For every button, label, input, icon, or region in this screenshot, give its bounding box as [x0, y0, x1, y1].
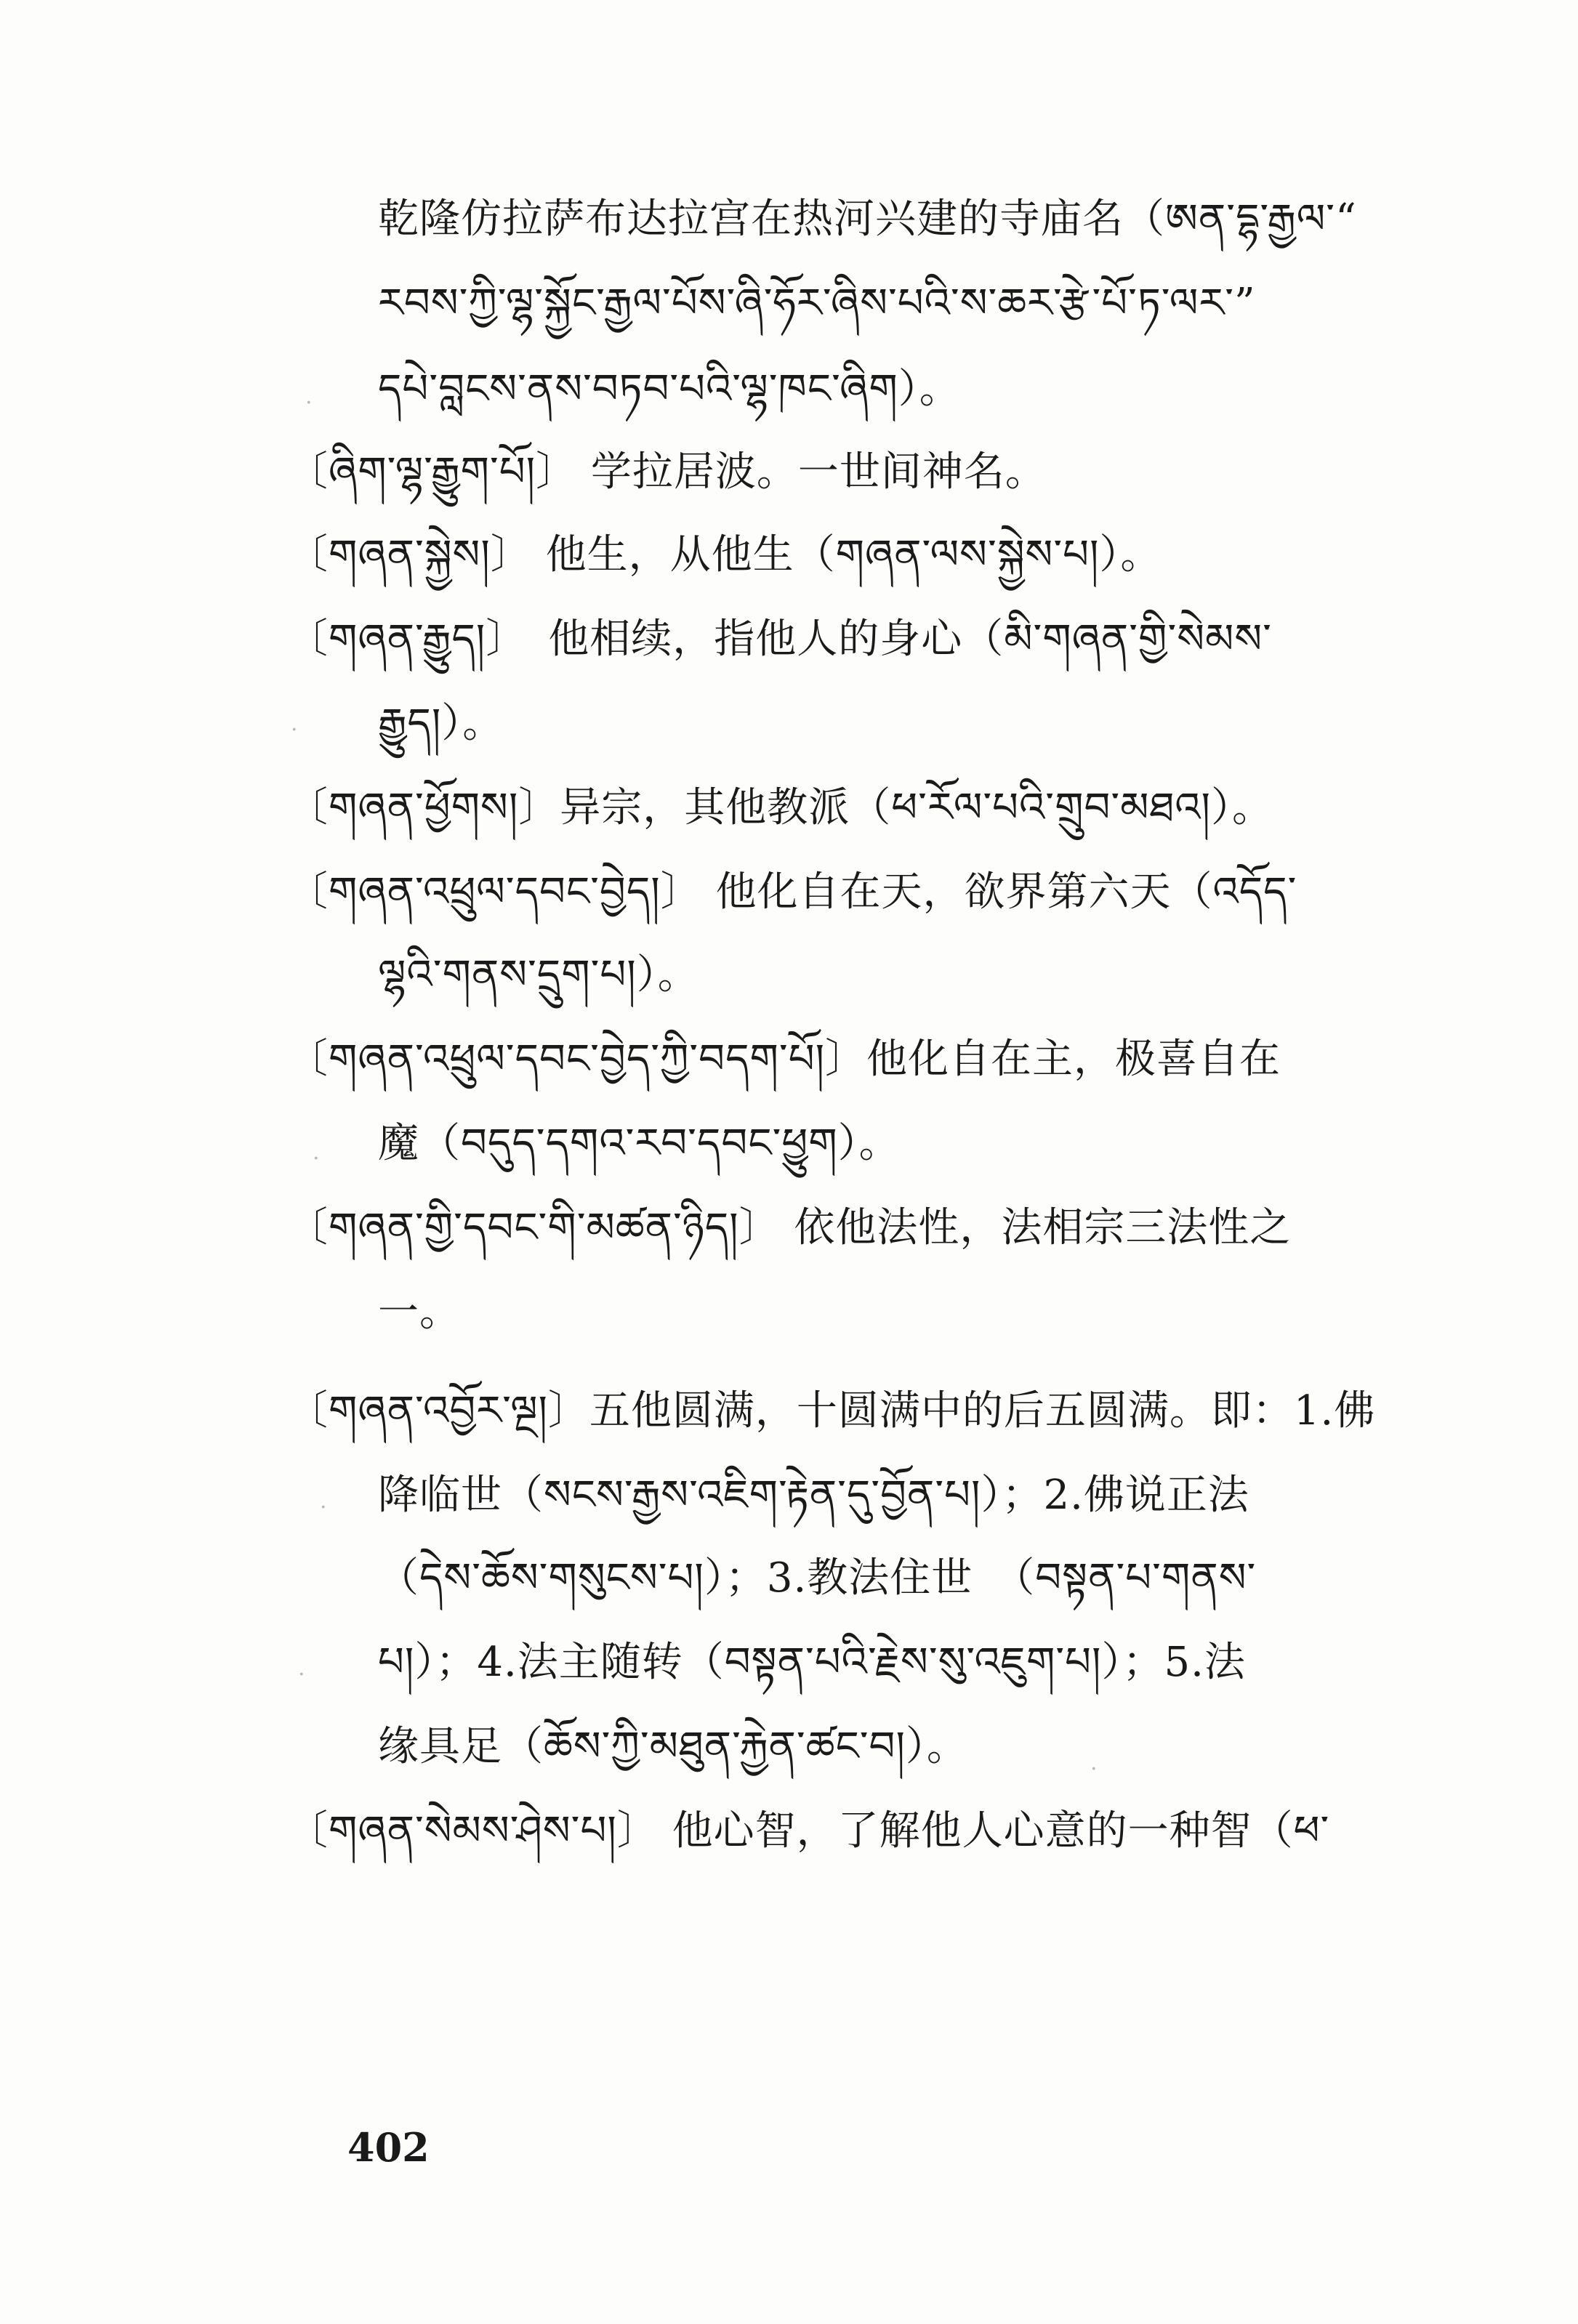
entry-line: 〔ཞིག་ལྷ་རྒྱུག་པོ།〕 学拉居波。一世间神名。: [287, 448, 1047, 496]
entry-line: 〔གཞན་སྐྱེས།〕 他生，从他生（གཞན་ལས་སྐྱེས་པ།）。: [287, 531, 1162, 578]
entry-line: 〔གཞན་འཕྲུལ་དབང་བྱེད་ཀྱི་བདག་པོ།〕他化自在主，极喜自在: [287, 1036, 1281, 1083]
entry-continuation: པ།）；4.法主随转（བསྟན་པའི་རྗེས་སུ་འཇུག་པ།）；5.法: [378, 1639, 1246, 1686]
entry-continuation: ལྷའི་གནས་དྲུག་པ།）。: [378, 951, 699, 998]
entry-continuation: 降临世（སངས་རྒྱས་འཇིག་རྟེན་དུ་བྱོན་པ།）；2.佛说正法: [378, 1472, 1249, 1519]
text-line: 乾隆仿拉萨布达拉宫在热河兴建的寺庙名（ཨན་དྷ་རྒྱལ་“: [378, 195, 1357, 243]
entry-line: 〔གཞན་འཕྲུལ་དབང་བྱེད།〕 他化自在天，欲界第六天（འདོད་: [287, 868, 1297, 916]
entry-continuation: 缘具足（ཆོས་ཀྱི་མཐུན་རྐྱེན་ཚང་བ།）。: [378, 1723, 968, 1770]
entry-continuation: རྒྱུད།）。: [378, 700, 504, 747]
scan-speck: ·: [1090, 1756, 1098, 1782]
scan-speck: ·: [320, 1495, 327, 1520]
entry-continuation: 一。: [378, 1288, 461, 1336]
entry-line: 〔གཞན་སེམས་ཤེས་པ།〕 他心智，了解他人心意的一种智（ཕ་: [287, 1807, 1330, 1855]
entry-continuation: （དེས་ཆོས་གསུངས་པ།）；3.教法住世 （བསྟན་པ་གནས་: [378, 1554, 1257, 1602]
scan-speck: ·: [305, 390, 313, 416]
entry-continuation: 魔（བདུད་དགའ་རབ་དབང་ཕྱུག）。: [378, 1120, 901, 1167]
entry-line: 〔གཞན་འབྱོར་ལྔ།〕五他圆满，十圆满中的后五圆满。即：1.佛: [287, 1387, 1376, 1435]
scan-speck: ·: [291, 717, 298, 743]
scan-speck: ·: [298, 1662, 305, 1687]
scan-speck: ·: [313, 1146, 320, 1171]
text-line: དཔེ་བླངས་ནས་བཏབ་པའི་ལྷ་ཁང་ཞིག）。: [378, 366, 961, 413]
page-number: 402: [347, 2124, 430, 2171]
text-line: རབས་ཀྱི་ལྷ་སྐྱོང་རྒྱལ་པོས་ཞི་ཧོར་ཞིས་པའི་ས་ཆར་རྩེ་པོ་ཏ་ལར་”: [378, 280, 1256, 327]
entry-line: 〔གཞན་ཕྱོགས།〕异宗，其他教派（ཕ་རོལ་པའི་གྲུབ་མཐའ།）。: [287, 784, 1273, 831]
entry-line: 〔གཞན་གྱི་དབང་གི་མཚན་ཉིད།〕 依他法性，法相宗三法性之: [287, 1204, 1292, 1251]
entry-line: 〔གཞན་རྒྱུད།〕 他相续，指他人的身心（མི་གཞན་གྱི་སེམས་: [287, 616, 1272, 663]
